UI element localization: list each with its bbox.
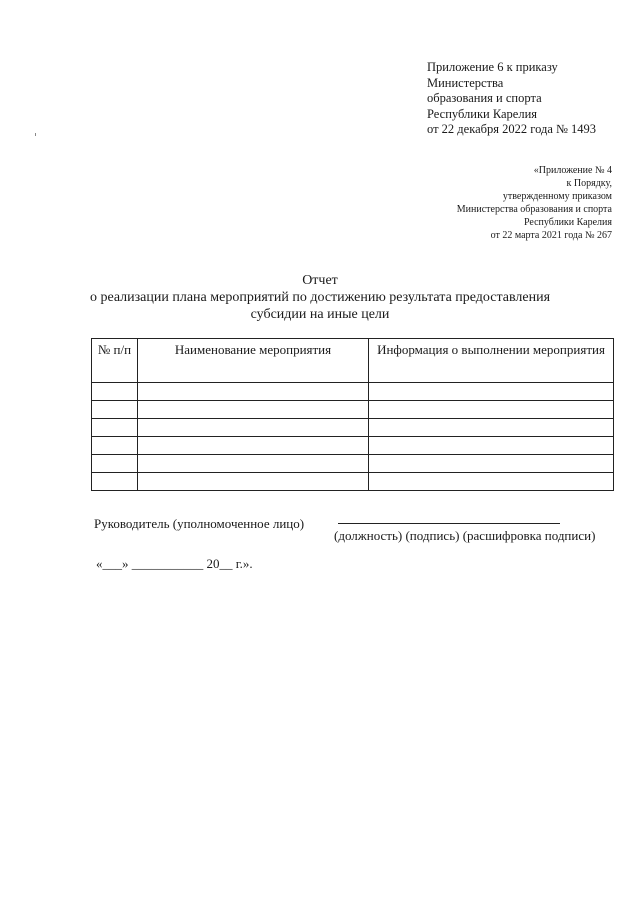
table-cell [138, 383, 369, 401]
table-cell [138, 419, 369, 437]
table-cell [369, 455, 614, 473]
signatory-label: Руководитель (уполномоченное лицо) [94, 516, 305, 531]
table-cell [138, 401, 369, 419]
table-cell [92, 383, 138, 401]
approval-line: от 22 декабря 2022 года № 1493 [427, 122, 597, 136]
table-row [92, 473, 614, 491]
approval-line: образования и спорта [427, 91, 542, 105]
table-cell [92, 419, 138, 437]
approval-line: Приложение 6 к приказу [427, 60, 558, 74]
table-row [92, 383, 614, 401]
table-row [92, 437, 614, 455]
table-row [92, 419, 614, 437]
signature-line [338, 523, 560, 524]
approval-line: Министерства [427, 75, 504, 90]
approval-block [427, 60, 596, 138]
table-cell [138, 455, 369, 473]
table-cell [369, 473, 614, 491]
table-cell [138, 437, 369, 455]
table-cell [369, 383, 614, 401]
appendix-line: Республики Карелия [523, 217, 612, 228]
appendix-block [457, 164, 612, 242]
report-table [91, 338, 614, 491]
table-cell [369, 419, 614, 437]
approval-line: Республики Карелия [427, 106, 538, 121]
appendix-line: «Приложение № 4 [533, 165, 612, 176]
table-cell [92, 437, 138, 455]
header-number: № п/п [92, 339, 138, 383]
appendix-line: утвержденному приказом [502, 191, 612, 202]
scan-mark [35, 133, 36, 136]
title-line-1: Отчет [302, 273, 338, 288]
header-activity-name: Наименование мероприятия [138, 339, 369, 383]
table-row [92, 455, 614, 473]
appendix-line: Министерства образования и спорта [456, 204, 612, 215]
table-cell [92, 455, 138, 473]
table-cell [138, 473, 369, 491]
appendix-line: от 22 марта 2021 года № 267 [490, 230, 612, 241]
title-line-2: о реализации плана мероприятий по достижению результата предоставления [89, 290, 551, 305]
appendix-line: к Порядку, [566, 178, 612, 189]
table-header-row [92, 339, 614, 383]
document-title [0, 272, 640, 323]
date-line: «___» ___________ 20__ г.». [96, 556, 253, 571]
header-completion-info: Информация о выполнении мероприятия [369, 339, 614, 383]
table-cell [92, 401, 138, 419]
table-cell [92, 473, 138, 491]
table-cell [369, 437, 614, 455]
title-line-3: субсидии на иные цели [250, 307, 390, 322]
signature-caption: (должность) (подпись) (расшифровка подписи) [334, 528, 596, 543]
table-row [92, 401, 614, 419]
table-cell [369, 401, 614, 419]
